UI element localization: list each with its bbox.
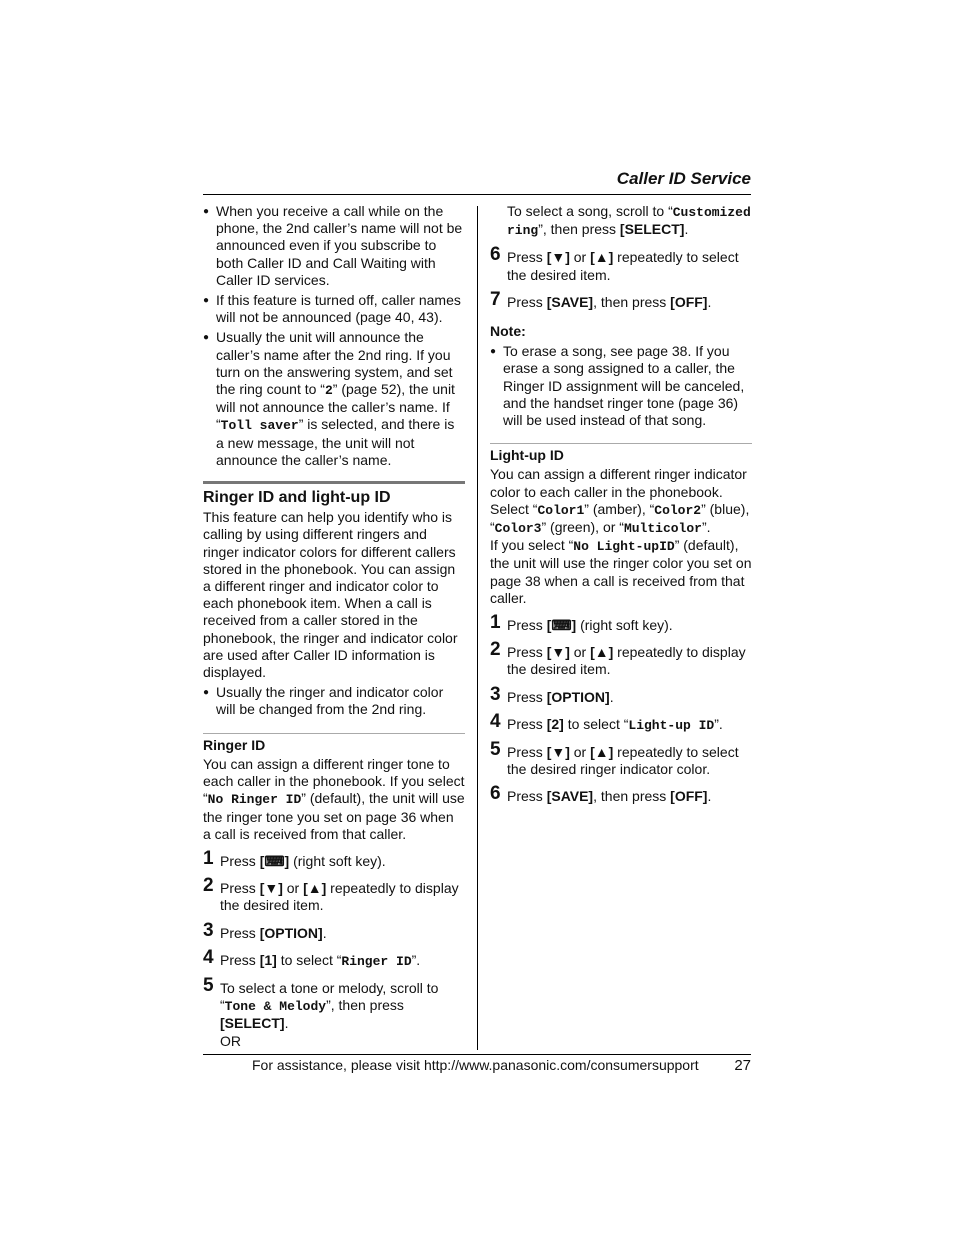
down-key: [▼] — [546, 249, 570, 266]
step-number: 1 — [490, 612, 501, 634]
text: ”. — [701, 519, 711, 536]
text: or — [569, 644, 591, 661]
text: ” (default), the unit will use the ringer color you set on page 38 when a call is received from that caller. — [490, 537, 752, 606]
ringer-intro — [203, 756, 465, 843]
step — [490, 612, 752, 634]
bullet-item — [203, 329, 465, 469]
text: . — [284, 1015, 289, 1032]
digit-key: [2] — [546, 715, 564, 732]
text: to select “ — [563, 715, 629, 732]
text: ”, then press — [326, 997, 404, 1014]
step — [490, 783, 752, 805]
text: Press — [507, 715, 547, 732]
subsection-title: Light-up ID — [490, 447, 564, 464]
lightup-intro — [490, 466, 752, 607]
section-rule — [203, 481, 465, 484]
text: to select “ — [276, 951, 342, 968]
text: ” (page 52), the unit will not announce the caller’s name. If “ — [216, 381, 455, 433]
off-key: [OFF] — [670, 788, 708, 805]
step — [490, 710, 752, 734]
note-title: Note: — [490, 323, 526, 340]
text: Press — [507, 617, 547, 634]
text: ”, then press — [538, 221, 620, 238]
step — [490, 739, 752, 778]
text: (right soft key). — [289, 852, 386, 869]
text: ”. — [714, 715, 723, 732]
text: (right soft key). — [576, 617, 673, 634]
bullet-item: ● Usually the ringer and indicator color will be changed from the 2nd ring. — [203, 684, 465, 718]
display-text: No Ringer ID — [207, 792, 302, 808]
step-number: 3 — [490, 683, 501, 705]
text: To select a song, scroll to “ — [507, 203, 673, 219]
text: Press — [220, 924, 260, 941]
step — [203, 974, 465, 1050]
text: repeatedly to select the desired ringer indicator color. — [507, 744, 739, 778]
up-key: [▲] — [590, 744, 614, 761]
text: ”. — [411, 951, 421, 968]
step — [490, 288, 752, 311]
display-text: 2 — [324, 383, 333, 399]
text: Press — [507, 788, 547, 805]
display-text: Ringer ID — [341, 953, 412, 969]
step-number: 4 — [490, 710, 501, 732]
text: Press — [507, 744, 547, 761]
text: You can assign a different ringer indicator color to each caller in the phonebook. Select “ — [490, 466, 747, 517]
text: To select a tone or melody, scroll to “ — [220, 979, 439, 1014]
up-key: [▲] — [303, 880, 327, 897]
text: repeatedly to display the desired item. — [507, 644, 746, 678]
display-text: Customized ring — [507, 205, 751, 239]
subsection-rule — [490, 443, 752, 444]
step-number: 7 — [490, 288, 501, 310]
down-key: [▼] — [546, 644, 570, 661]
text: ” (green), or “ — [541, 519, 624, 536]
step-number: 6 — [490, 783, 501, 805]
step-number: 3 — [203, 919, 214, 941]
text: . — [322, 924, 327, 941]
display-text: No Light-upID — [573, 539, 675, 555]
text: Press — [507, 644, 547, 661]
text: ” is selected, and there is a new message, the unit will not announce the caller’s name. — [216, 416, 455, 468]
text: ” (blue), “ — [490, 500, 750, 536]
display-text: Tone & Melody — [224, 999, 327, 1015]
text: Press — [507, 293, 547, 310]
footer-text: For assistance, please visit http://www.panasonic.com/consumersupport — [252, 1057, 699, 1073]
display-text: Color3 — [494, 521, 542, 537]
display-text: Light-up ID — [628, 717, 715, 733]
step-number: 5 — [490, 739, 501, 761]
text: , then press — [593, 293, 671, 310]
step — [490, 639, 752, 678]
down-key: [▼] — [259, 880, 283, 897]
text: or — [569, 249, 591, 266]
text: or — [282, 880, 304, 897]
step — [203, 875, 465, 914]
column-divider — [477, 206, 478, 1050]
phonebook-key: [⌨] — [546, 617, 577, 634]
text: Press — [507, 249, 547, 266]
text: ” (amber), “ — [584, 500, 655, 517]
or-text: OR — [220, 1032, 241, 1049]
phonebook-key: [⌨] — [259, 852, 290, 869]
display-text: Color2 — [654, 502, 702, 518]
up-key: [▲] — [590, 249, 614, 266]
bullet-item: ● If this feature is turned off, caller names will not be announced (page 40, 43). — [203, 292, 465, 326]
step-number: 5 — [203, 974, 214, 996]
option-key: [OPTION] — [546, 688, 610, 705]
display-text: Color1 — [537, 502, 585, 518]
select-key: [SELECT] — [220, 1015, 285, 1032]
save-key: [SAVE] — [546, 293, 594, 310]
left-column — [203, 203, 465, 1050]
display-text: Toll saver — [220, 418, 299, 434]
step-number: 4 — [203, 946, 214, 968]
text: . — [707, 293, 712, 310]
text: repeatedly to display the desired item. — [220, 880, 459, 914]
subsection-title: Ringer ID — [203, 736, 266, 753]
subsection-rule — [203, 733, 465, 734]
down-key: [▼] — [546, 744, 570, 761]
section-intro: This feature can help you identify who is calling by using different ringers and ringer indicator colors for different callers stored in the phonebook. You can assign a different ringer and indicator color to each phonebook item. When a call is received from a caller stored in the phonebook, the ringer and indicator color are used after Caller ID information is displayed. — [203, 509, 458, 681]
text: Press — [220, 951, 260, 968]
select-key: [SELECT] — [619, 221, 685, 238]
text: repeatedly to select the desired item. — [507, 249, 739, 283]
step-number: 2 — [490, 639, 501, 661]
option-key: [OPTION] — [259, 924, 323, 941]
step-number: 6 — [490, 244, 501, 266]
step — [203, 919, 465, 942]
text: Press — [220, 852, 260, 869]
right-column — [490, 203, 752, 806]
off-key: [OFF] — [670, 293, 708, 310]
footer-rule — [203, 1054, 751, 1055]
text: Press — [507, 688, 547, 705]
step — [203, 946, 465, 970]
text: Usually the unit will announce the caller’s name after the 2nd ring. If you turn on the answering system, and set the ring count to “ — [216, 329, 453, 398]
song-instruction — [490, 203, 752, 239]
text: If you select “ — [490, 537, 574, 554]
step-number: 2 — [203, 875, 214, 897]
text: or — [569, 744, 591, 761]
page-number: 27 — [734, 1057, 751, 1074]
text: . — [609, 688, 614, 705]
display-text: Multicolor — [623, 521, 702, 537]
text: Press — [220, 880, 260, 897]
note-bullet: ● To erase a song, see page 38. If you erase a song assigned to a caller, the Ringer ID assignment will be canceled, and the handset ringer tone (page 36) will be used instead of that song. — [490, 343, 752, 429]
bullet-item: ● When you receive a call while on the phone, the 2nd caller’s name will not be announced even if you subscribe to both Caller ID and Call Waiting with Caller ID services. — [203, 203, 465, 289]
save-key: [SAVE] — [546, 788, 594, 805]
step — [203, 847, 465, 870]
digit-key: [1] — [259, 951, 277, 968]
section-title: Ringer ID and light-up ID — [203, 489, 391, 507]
page-header-title: Caller ID Service — [616, 169, 751, 188]
up-key: [▲] — [590, 644, 614, 661]
step — [490, 244, 752, 283]
step-number: 1 — [203, 847, 214, 869]
text: . — [707, 788, 712, 805]
text: , then press — [593, 788, 671, 805]
text: You can assign a different ringer tone to each caller in the phonebook. If you select “ — [203, 755, 465, 807]
text: . — [684, 221, 689, 238]
step — [490, 683, 752, 706]
header-rule — [203, 194, 751, 195]
text: ” (default), the unit will use the ringer tone you set on page 36 when a call is received from that caller. — [203, 790, 465, 842]
